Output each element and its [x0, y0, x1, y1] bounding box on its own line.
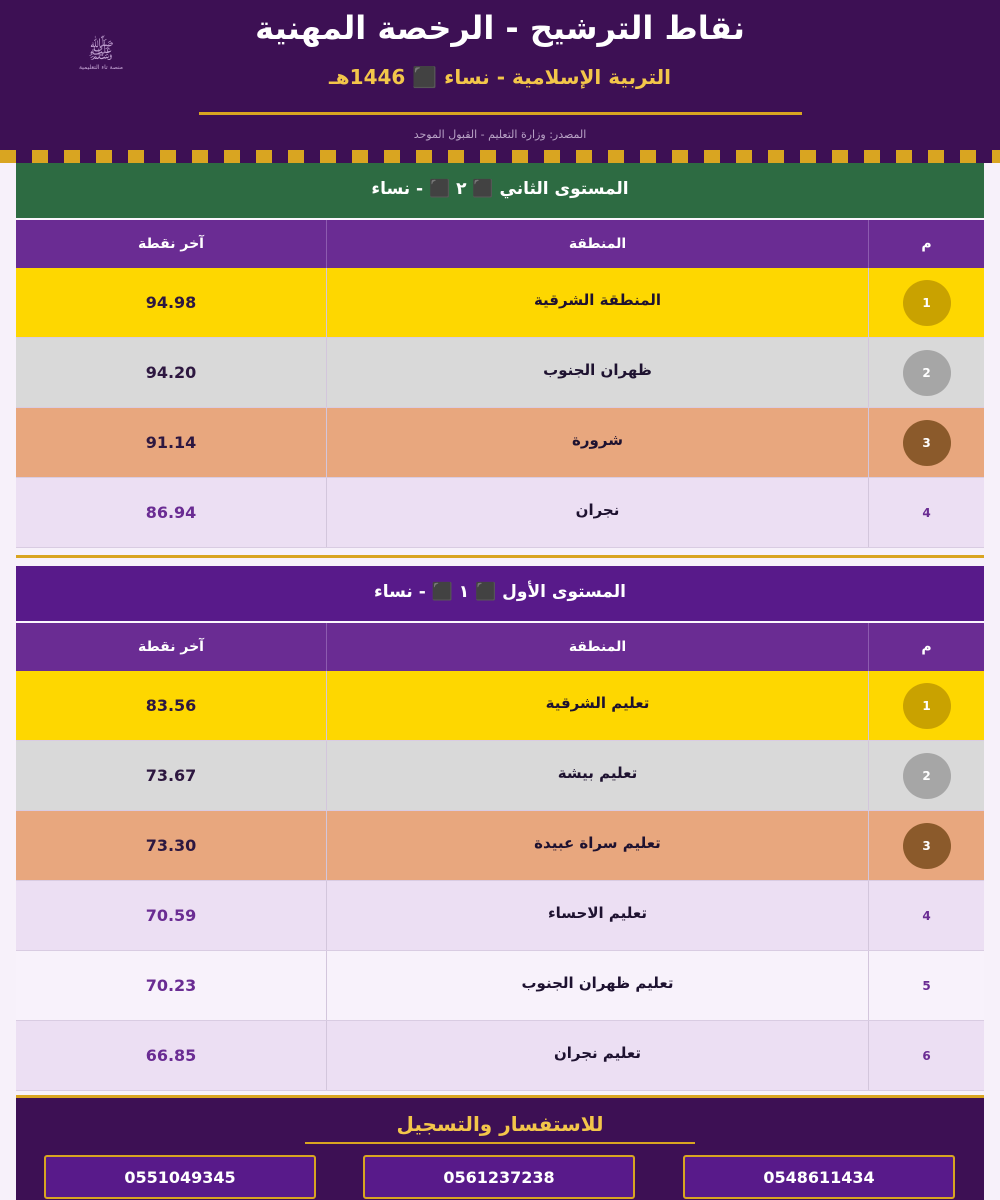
header-divider	[199, 112, 802, 115]
table-row	[16, 741, 984, 811]
score-value: 73.30	[145, 836, 197, 855]
gold-medal-badge: 1	[903, 280, 951, 326]
rank-number: 6	[922, 1048, 931, 1063]
logo-glyph: ﷺ	[87, 39, 115, 64]
score-value: 73.67	[145, 766, 197, 785]
footer-divider	[305, 1142, 695, 1144]
level1-panel	[16, 566, 984, 1091]
phone-number-button[interactable]: 0561237238	[363, 1155, 635, 1199]
checker-border	[0, 150, 1000, 163]
level2-column-header	[16, 220, 984, 268]
region-name: تعليم بيشة	[557, 763, 638, 782]
page-header	[0, 0, 1000, 150]
table-row	[16, 338, 984, 408]
page-subtitle: التربية الإسلامية - نساء ⬛ 1446هـ	[328, 65, 672, 89]
table-row	[16, 811, 984, 881]
score-value: 91.14	[145, 433, 197, 452]
region-name: تعليم سراة عبيدة	[534, 833, 661, 852]
col-region-header: المنطقة	[326, 623, 868, 671]
level2-panel	[16, 163, 984, 548]
source-note: المصدر: وزارة التعليم - القبول الموحد	[413, 128, 587, 141]
platform-logo	[78, 40, 124, 80]
score-value: 66.85	[145, 1046, 197, 1065]
level1-column-header	[16, 623, 984, 671]
gold-medal-badge: 1	[903, 683, 951, 729]
bronze-medal-badge: 3	[903, 823, 951, 869]
bronze-medal-badge: 3	[903, 420, 951, 466]
score-value: 94.20	[145, 363, 197, 382]
region-name: تعليم ظهران الجنوب	[521, 973, 674, 992]
rank-number: 4	[922, 908, 931, 923]
region-name: نجران	[575, 500, 620, 519]
col-score-header: آخر نقطة	[138, 639, 204, 655]
score-value: 70.59	[145, 906, 197, 925]
phone-number-button[interactable]: 0548611434	[683, 1155, 955, 1199]
region-name: تعليم الشرقية	[545, 693, 650, 712]
rank-number: 5	[922, 978, 931, 993]
region-name: ظهران الجنوب	[543, 360, 652, 379]
region-name: المنطقة الشرقية	[533, 290, 662, 309]
logo-text: منصة تاء التعليمية	[78, 64, 124, 71]
section-separator	[16, 555, 984, 558]
silver-medal-badge: 2	[903, 350, 951, 396]
score-value: 83.56	[145, 696, 197, 715]
level2-title: المستوى الثاني ⬛ ٢ ⬛ - نساء	[16, 163, 984, 218]
col-region-header: المنطقة	[326, 220, 868, 268]
silver-medal-badge: 2	[903, 753, 951, 799]
table-row	[16, 881, 984, 951]
col-rank-header: م	[868, 623, 984, 671]
col-rank-header: م	[868, 220, 984, 268]
table-row	[16, 268, 984, 338]
footer-title: للاستفسار والتسجيل	[396, 1112, 604, 1136]
score-value: 86.94	[145, 503, 197, 522]
rank-number: 4	[922, 505, 931, 520]
table-row	[16, 671, 984, 741]
table-row	[16, 1021, 984, 1091]
region-name: تعليم الاحساء	[547, 903, 648, 922]
phone-number-button[interactable]: 0551049345	[44, 1155, 316, 1199]
table-row	[16, 951, 984, 1021]
table-row	[16, 478, 984, 548]
table-row	[16, 408, 984, 478]
region-name: تعليم نجران	[553, 1043, 642, 1062]
page-title: نقاط الترشيح - الرخصة المهنية	[255, 9, 745, 47]
col-score-header: آخر نقطة	[138, 236, 204, 252]
contact-footer	[16, 1095, 984, 1200]
score-value: 94.98	[145, 293, 197, 312]
level1-title: المستوى الأول ⬛ ١ ⬛ - نساء	[16, 566, 984, 621]
score-value: 70.23	[145, 976, 197, 995]
region-name: شرورة	[572, 430, 623, 449]
